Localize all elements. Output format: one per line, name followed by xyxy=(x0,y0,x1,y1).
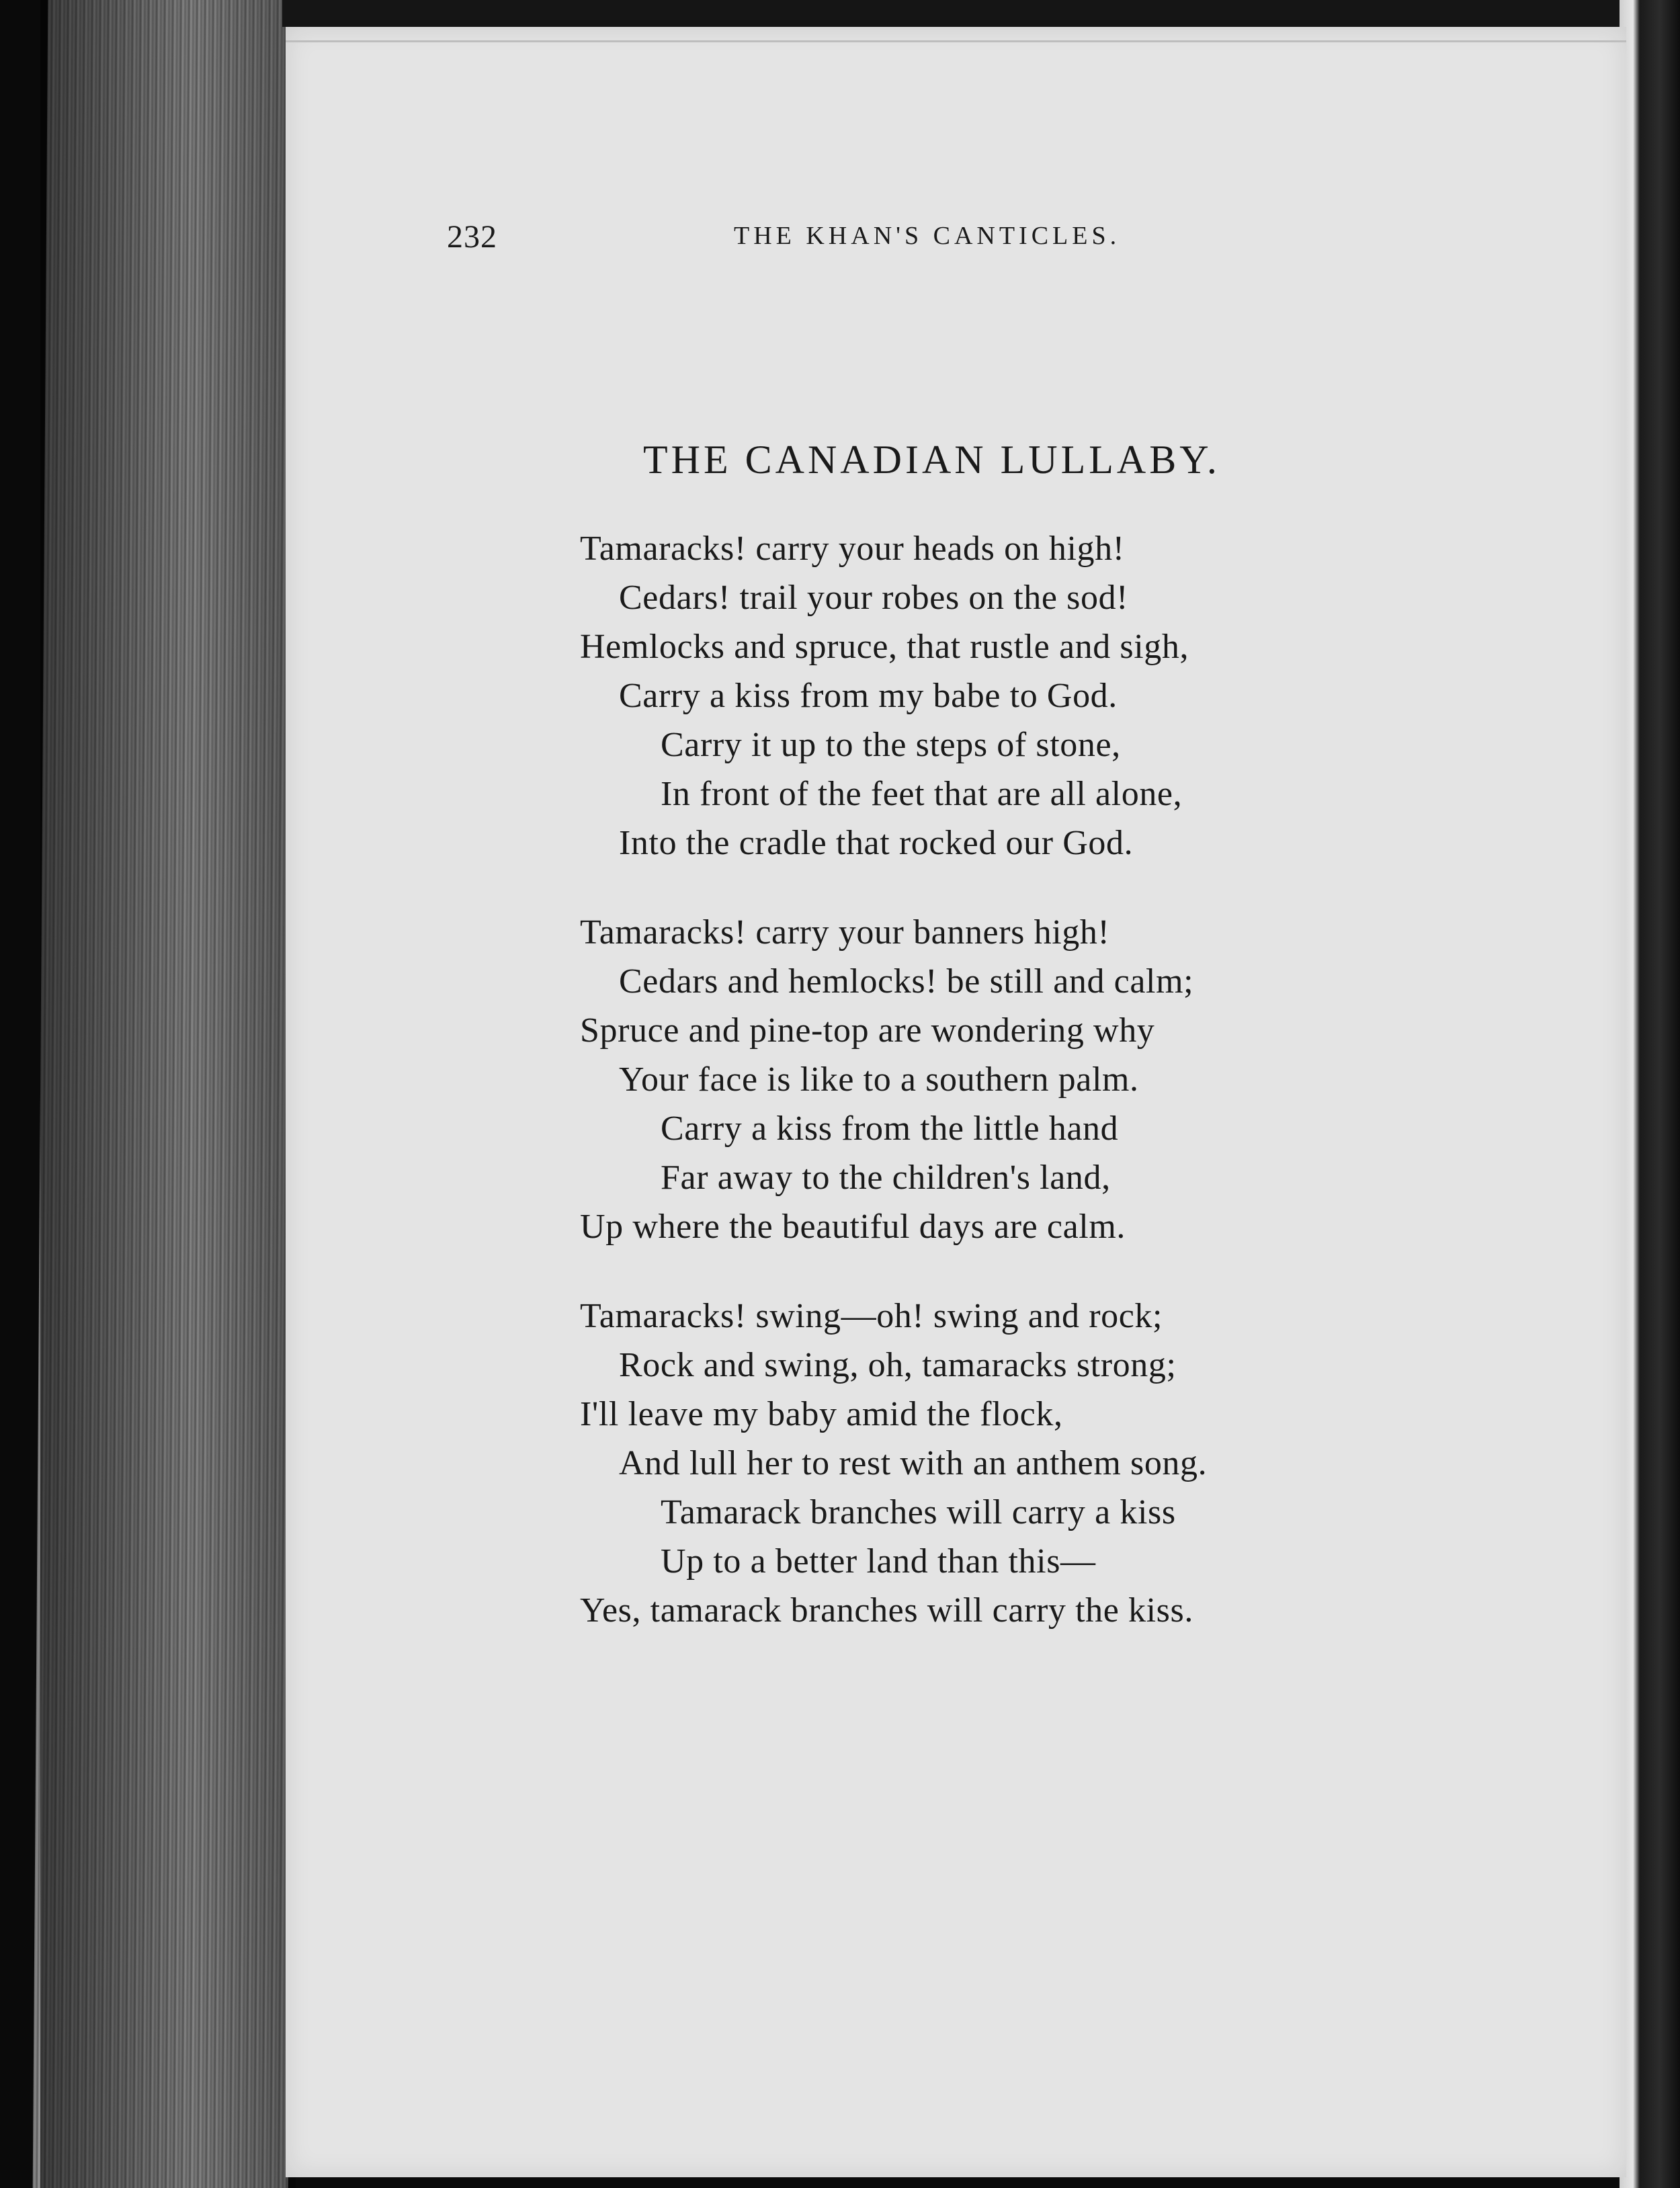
top-shadow xyxy=(282,0,1626,27)
poem-line: Rock and swing, oh, tamaracks strong; xyxy=(619,1346,1177,1384)
poem-body xyxy=(286,524,1626,1675)
poem-title: THE CANADIAN LULLABY. xyxy=(643,437,1220,482)
poem-line: Into the cradle that rocked our God. xyxy=(619,824,1134,862)
poem-line: Carry a kiss from my babe to God. xyxy=(619,677,1118,715)
poem-line: Tamarack branches will carry a kiss xyxy=(661,1493,1176,1531)
stanza-1 xyxy=(286,524,1626,868)
poem-line: Far away to the children's land, xyxy=(661,1159,1111,1197)
poem-line: Spruce and pine-top are wondering why xyxy=(580,1011,1155,1050)
poem-line: Tamaracks! carry your banners high! xyxy=(580,913,1110,952)
poem-line: Cedars! trail your robes on the sod! xyxy=(619,579,1129,617)
poem-line: Tamaracks! carry your heads on high! xyxy=(580,530,1125,568)
page-top-rule xyxy=(286,40,1626,42)
poem-line: And lull her to rest with an anthem song. xyxy=(619,1444,1208,1482)
poem-line: Cedars and hemlocks! be still and calm; xyxy=(619,962,1194,1001)
running-head-title: THE KHAN'S CANTICLES. xyxy=(734,222,1121,250)
book-page xyxy=(286,27,1626,2177)
binding-edge xyxy=(1620,0,1680,2188)
poem-line: In front of the feet that are all alone, xyxy=(661,775,1183,813)
page-edges-shadow xyxy=(40,0,296,2188)
poem-line: I'll leave my baby amid the flock, xyxy=(580,1395,1063,1433)
stanza-3 xyxy=(286,1292,1626,1635)
poem-line: Carry a kiss from the little hand xyxy=(661,1109,1119,1148)
poem-line: Up where the beautiful days are calm. xyxy=(580,1208,1126,1246)
running-head xyxy=(286,218,1626,259)
poem-line: Carry it up to the steps of stone, xyxy=(661,726,1121,764)
poem-line: Your face is like to a southern palm. xyxy=(619,1060,1139,1099)
poem-line: Up to a better land than this— xyxy=(661,1542,1096,1581)
poem-line: Tamaracks! swing—oh! swing and rock; xyxy=(580,1297,1163,1335)
poem-line: Hemlocks and spruce, that rustle and sigh, xyxy=(580,628,1189,666)
stanza-2 xyxy=(286,908,1626,1251)
poem-line: Yes, tamarack branches will carry the kiss. xyxy=(580,1591,1193,1630)
page-number: 232 xyxy=(447,219,497,255)
